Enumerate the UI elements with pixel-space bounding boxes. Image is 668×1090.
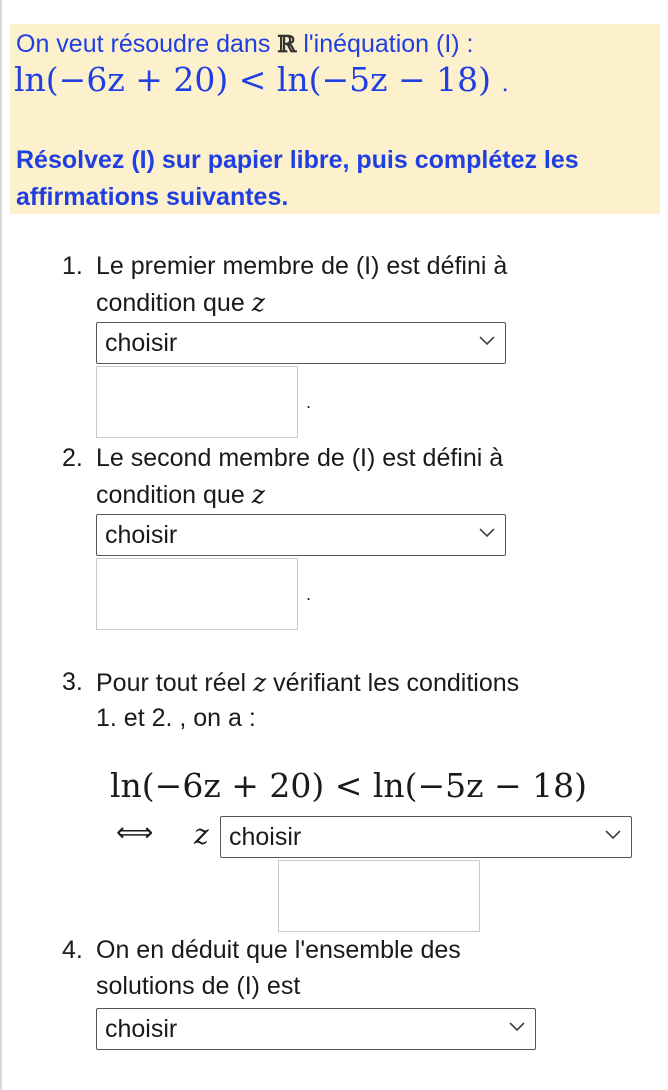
question-4-select-value: choisir <box>105 1015 178 1043</box>
chevron-down-icon <box>509 1022 525 1032</box>
question-3-line-2: 1. et 2. , on a : <box>96 704 256 732</box>
chevron-down-icon <box>479 336 495 346</box>
left-border <box>0 0 2 1090</box>
question-1-number: 1. <box>62 252 83 280</box>
question-2-line-2 <box>96 480 265 510</box>
chevron-down-icon <box>479 528 495 538</box>
question-3-value-input[interactable] <box>278 860 480 932</box>
question-3-inequality: ln(−6z + 20) < ln(−5z − 18) <box>110 766 588 805</box>
question-3-equiv-variable: z <box>194 818 209 851</box>
main-inequality <box>14 60 509 99</box>
question-3-relation-select[interactable] <box>220 816 632 858</box>
question-4-number: 4. <box>62 936 83 964</box>
question-1-line-1: Le premier membre de (I) est défini à <box>96 252 508 280</box>
question-1-value-input[interactable] <box>96 366 298 438</box>
question-2-condition-text: condition que <box>96 481 245 509</box>
main-inequality-period: . <box>501 72 509 97</box>
question-3-line-1 <box>96 668 519 698</box>
question-3-select-value: choisir <box>229 823 302 851</box>
chevron-down-icon <box>605 830 621 840</box>
question-1-variable: z <box>251 288 265 317</box>
question-2-select-value: choisir <box>105 521 178 549</box>
question-3-variable: z <box>253 668 267 697</box>
exercise-statement <box>10 24 660 214</box>
real-numbers-symbol: ℝ <box>277 31 297 58</box>
question-4-solution-set-select[interactable] <box>96 1008 536 1050</box>
question-3-text-before: Pour tout réel <box>96 669 247 697</box>
main-inequality-expression: ln(−6z + 20) < ln(−5z − 18) <box>14 60 492 99</box>
question-2-value-input[interactable] <box>96 558 298 630</box>
question-2-relation-select[interactable] <box>96 514 506 556</box>
question-3-text-after: vérifiant les conditions <box>273 669 520 697</box>
question-4-line-1: On en déduit que l'ensemble des <box>96 936 461 964</box>
question-1-line-2 <box>96 288 265 318</box>
intro-before: On veut résoudre dans <box>16 30 271 58</box>
question-1-condition-text: condition que <box>96 289 245 317</box>
intro-text <box>16 30 474 59</box>
question-1-select-value: choisir <box>105 329 178 357</box>
question-2-variable: z <box>251 480 265 509</box>
question-2-number: 2. <box>62 444 83 472</box>
question-1-relation-select[interactable] <box>96 322 506 364</box>
equivalence-symbol: ⟺ <box>116 818 154 848</box>
intro-after: l'inéquation (I) : <box>303 30 474 58</box>
question-4-line-2: solutions de (I) est <box>96 972 301 1000</box>
question-2-line-1: Le second membre de (I) est défini à <box>96 444 504 472</box>
question-3-number: 3. <box>62 668 83 696</box>
question-1-end-dot: . <box>306 392 312 412</box>
question-2-end-dot: . <box>306 584 312 604</box>
instruction-text: Résolvez (I) sur papier libre, puis complétez les affirmations suivantes. <box>16 146 579 211</box>
